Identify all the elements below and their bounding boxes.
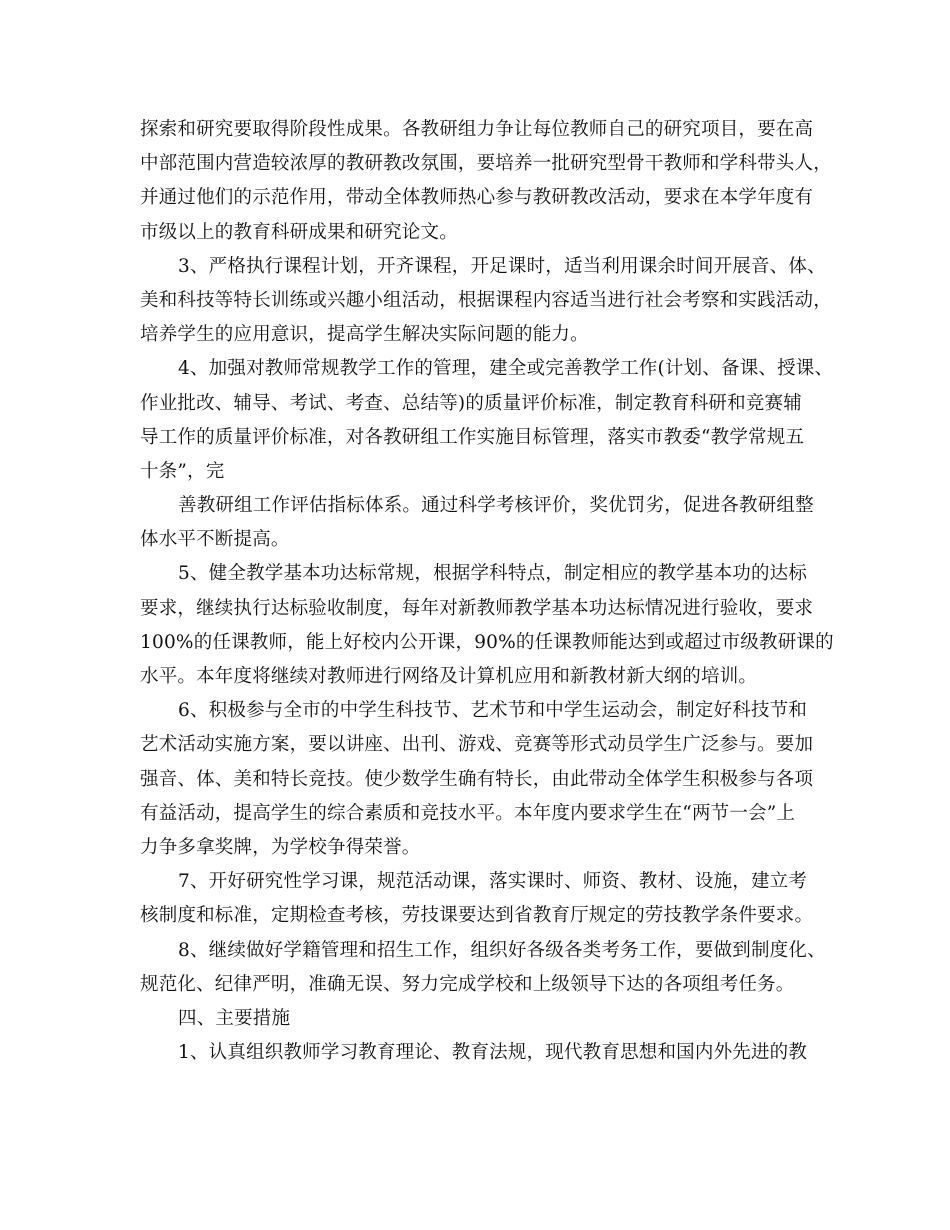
text-line: 十条”，完 [140,460,225,482]
text-line: 艺术活动实施方案，要以讲座、出刊、游戏、竞赛等形式动员学生广泛参与。要加 [140,734,814,756]
text-line: 培养学生的应用意识，提高学生解决实际问题的能力。 [140,324,589,346]
section-heading: 四、主要措施 [178,1007,291,1029]
text-line: 市级以上的教育科研成果和研究论文。 [140,221,458,243]
text-line: 要求，继续执行达标验收制度，每年对新教师教学基本功达标情况进行验收，要求 [140,597,814,619]
paragraph-start-line: 5、健全教学基本功达标常规，根据学科特点，制定相应的教学基本功的达标 [178,563,808,585]
paragraph-start-line: 1、认真组织教师学习教育理论、教育法规，现代教育思想和国内外先进的教 [178,1042,808,1064]
text-line: 核制度和标准，定期检查考核，劳技课要达到省教育厅规定的劳技教学条件要求。 [140,905,814,927]
paragraph-start-line: 7、开好研究性学习课，规范活动课，落实课时、师资、教材、设施，建立考 [178,871,808,893]
text-line: 探索和研究要取得阶段性成果。各教研组力争让每位教师自己的研究项目，要在高 [140,119,814,140]
text-line: 水平。本年度将继续对教师进行网络及计算机应用和新教材新大纲的培训。 [140,666,758,687]
text-line: 并通过他们的示范作用，带动全体教师热心参与教研教改活动，要求在本学年度有 [140,187,814,209]
text-line: 有益活动，提高学生的综合素质和竞技水平。本年度内要求学生在“两节一会”上 [140,802,796,824]
text-line: 中部范围内营造较浓厚的教研教改氛围，要培养一批研究型骨干教师和学科带头人， [140,153,832,175]
text-line: 体水平不断提高。 [140,529,290,551]
paragraph-start-line: 4、加强对教师常规教学工作的管理，建全或完善教学工作(计划、备课、授课、 [178,358,834,380]
paragraph-start-line: 善教研组工作评估指标体系。通过科学考核评价，奖优罚劣，促进各教研组整 [178,495,814,517]
text-line: 美和科技等特长训练或兴趣小组活动，根据课程内容适当进行社会考察和实践活动， [140,289,832,311]
paragraph-start-line: 3、严格执行课程计划，开齐课程，开足课时，适当利用课余时间开展音、体、 [178,255,826,277]
paragraph-start-line: 6、积极参与全市的中学生科技节、艺术节和中学生运动会，制定好科技节和 [178,700,808,722]
text-line: 100%的任课教师，能上好校内公开课，90%的任课教师能达到或超过市级教研课的 [140,631,834,653]
text-line: 作业批改、辅导、考试、考查、总结等)的质量评价标准，制定教育科研和竞赛辅 [140,392,802,414]
text-line: 规范化、纪律严明，准确无误、努力完成学校和上级领导下达的各项组考任务。 [140,973,795,995]
paragraph-start-line: 8、继续做好学籍管理和招生工作，组织好各级各类考务工作，要做到制度化、 [178,939,826,961]
text-line: 强音、体、美和特长竞技。使少数学生确有特长，由此带动全体学生积极参与各项 [140,768,814,790]
text-line: 导工作的质量评价标准，对各教研组工作实施目标管理，落实市教委“教学常规五 [140,426,805,448]
document-body [140,113,834,1070]
text-line: 力争多拿奖牌，为学校争得荣誉。 [140,836,421,858]
